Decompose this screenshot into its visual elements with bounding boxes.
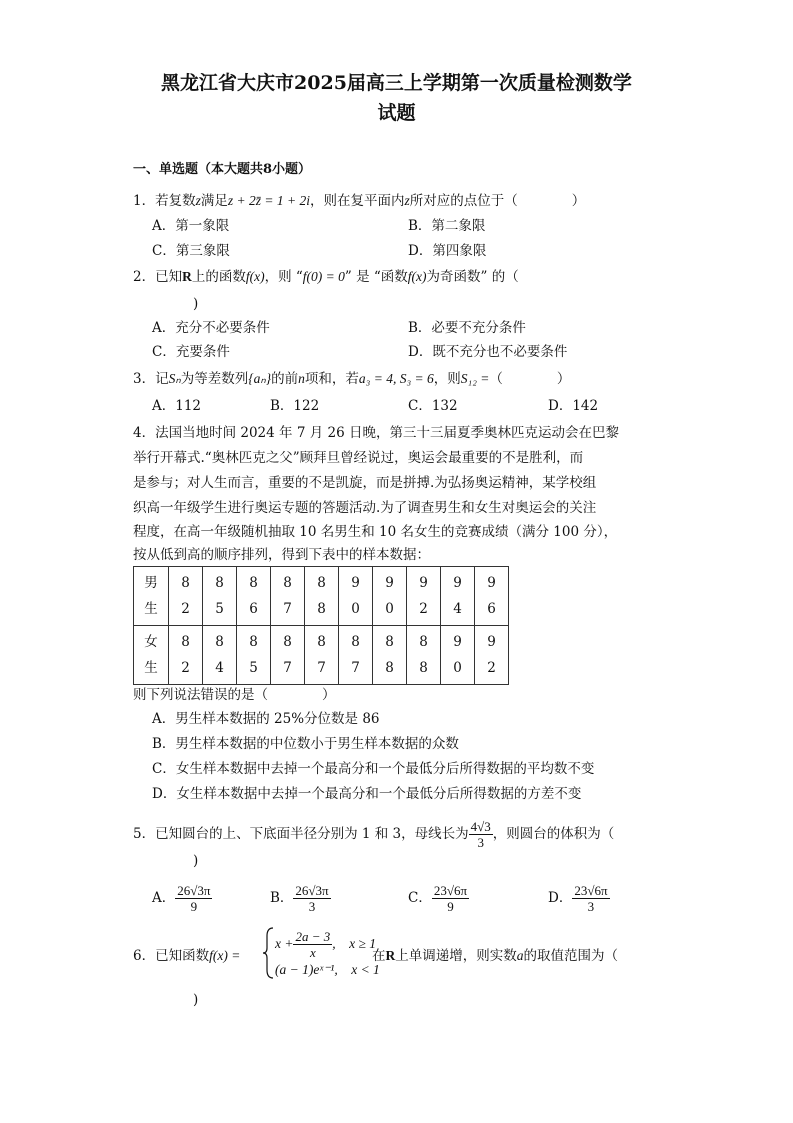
table-cell: 8 4: [203, 626, 237, 685]
table-cell: 8 2: [169, 626, 203, 685]
table-cell: 8 2: [169, 567, 203, 626]
score-table: [133, 566, 509, 685]
q3-option-c: C．132: [408, 398, 458, 414]
section-heading: 一、单选题（本大题共8小题）: [133, 162, 312, 177]
q2-option-c: C．充要条件: [152, 344, 230, 360]
question-3-stem: 3．记Sₙ为等差数列{aₙ}的前n项和，若a₃ = 4, S₃ = 6，则S₁₂ =（ ）: [133, 371, 571, 387]
q5-close-paren: ): [193, 853, 199, 869]
table-cell: 8 5: [237, 626, 271, 685]
q2-option-d: D．既不充分也不必要条件: [408, 344, 568, 360]
q1-option-b: B．第二象限: [408, 218, 486, 234]
q3-option-b: B．122: [270, 398, 320, 414]
q6-case-1: x + $\frac{2a - 3}{x}$ , x ≥ 1: [275, 929, 377, 960]
q4-line-2: 举行开幕式.“奥林匹克之父”顾拜旦曾经说过，奥运会最重要的不是胜利，而: [133, 450, 584, 466]
table-cell: 8 8: [373, 626, 407, 685]
q5-option-a: A． $\frac{26√3\pi}{9}$: [152, 883, 211, 914]
q2-option-a: A．充分不必要条件: [152, 320, 270, 336]
table-cell: 9 6: [475, 567, 509, 626]
q4-option-a: A．男生样本数据的 25%分位数是 86: [152, 711, 380, 727]
q3-option-d: D．142: [548, 398, 599, 414]
q1-option-a: A．第一象限: [152, 218, 230, 234]
table-cell: 9 4: [441, 567, 475, 626]
q1-option-c: C．第三象限: [152, 243, 230, 259]
question-2-stem: 2．已知R上的函数f(x)，则 “f(0) = 0” 是 “函数f(x)为奇函数” 的（: [133, 269, 519, 285]
table-cell: 8 8: [305, 567, 339, 626]
exam-title-line1: 黑龙江省大庆市2025届高三上学期第一次质量检测数学: [161, 72, 632, 94]
question-5-stem: 5．已知圆台的上、下底面半径分别为 1 和 3，母线长为 $\frac{4√3}{3}$ ，则圆台的体积为（: [133, 819, 615, 850]
q2-close-paren: ): [193, 296, 199, 312]
table-cell: 8 7: [339, 626, 373, 685]
table-cell: 9 0: [441, 626, 475, 685]
q4-prompt: 则下列说法错误的是（ ）: [133, 687, 336, 703]
q4-line-4: 织高一年级学生进行奥运专题的答题活动.为了调查男生和女生对奥运会的关注: [133, 500, 597, 516]
q5-option-c: C． $\frac{23√6\pi}{9}$: [408, 883, 468, 914]
q5-option-d: D． $\frac{23√6\pi}{3}$: [548, 883, 608, 914]
q6-left-brace: [263, 926, 275, 980]
q6-stem-lead: 6．已知函数f(x) =: [133, 948, 241, 964]
table-cell: 8 7: [271, 567, 305, 626]
q1-option-d: D．第四象限: [408, 243, 487, 259]
q6-case-2: (a − 1)eˣ⁻¹, x < 1: [275, 962, 380, 977]
table-cell: 9 2: [475, 626, 509, 685]
row-label-female: 女 生: [134, 626, 169, 685]
q4-line-1: 4．法国当地时间 2024 年 7 月 26 日晚，第三十三届夏季奥林匹克运动会在巴黎: [133, 425, 619, 441]
question-1-stem: 1．若复数z满足z + 2z̄ = 1 + 2i，则在复平面内z所对应的点位于（ ）: [133, 193, 586, 209]
row-label-male: 男 生: [134, 567, 169, 626]
table-row-male: [134, 567, 509, 626]
q6-close-paren: ): [193, 992, 199, 1008]
q4-line-5: 程度，在高一年级随机抽取 10 名男生和 10 名女生的竞赛成绩（满分 100 分），: [133, 524, 618, 540]
q4-option-c: C．女生样本数据中去掉一个最高分和一个最低分后所得数据的平均数不变: [152, 761, 595, 777]
table-cell: 8 6: [237, 567, 271, 626]
q5-option-b: B． $\frac{26√3\pi}{3}$: [270, 883, 329, 914]
q4-line-3: 是参与；对人生而言，重要的不是凯旋，而是拼搏.为弘扬奥运精神，某学校组: [133, 475, 597, 491]
exam-title-line2: 试题: [377, 102, 416, 124]
table-cell: 9 2: [407, 567, 441, 626]
q4-option-d: D．女生样本数据中去掉一个最高分和一个最低分后所得数据的方差不变: [152, 786, 582, 802]
table-cell: 8 7: [271, 626, 305, 685]
table-cell: 9 0: [373, 567, 407, 626]
q4-option-b: B．男生样本数据的中位数小于男生样本数据的众数: [152, 736, 459, 752]
q6-stem-tail: 在R上单调递增，则实数a的取值范围为（: [372, 948, 618, 964]
q4-line-6: 按从低到高的顺序排列，得到下表中的样本数据：: [133, 547, 430, 563]
table-cell: 8 5: [203, 567, 237, 626]
q5-slant-fraction: $\frac{4√3}{3}$: [470, 819, 491, 850]
table-cell: 8 7: [305, 626, 339, 685]
table-row-female: [134, 626, 509, 685]
q3-option-a: A．112: [152, 398, 202, 414]
q2-option-b: B．必要不充分条件: [408, 320, 526, 336]
table-cell: 9 0: [339, 567, 373, 626]
table-cell: 8 8: [407, 626, 441, 685]
